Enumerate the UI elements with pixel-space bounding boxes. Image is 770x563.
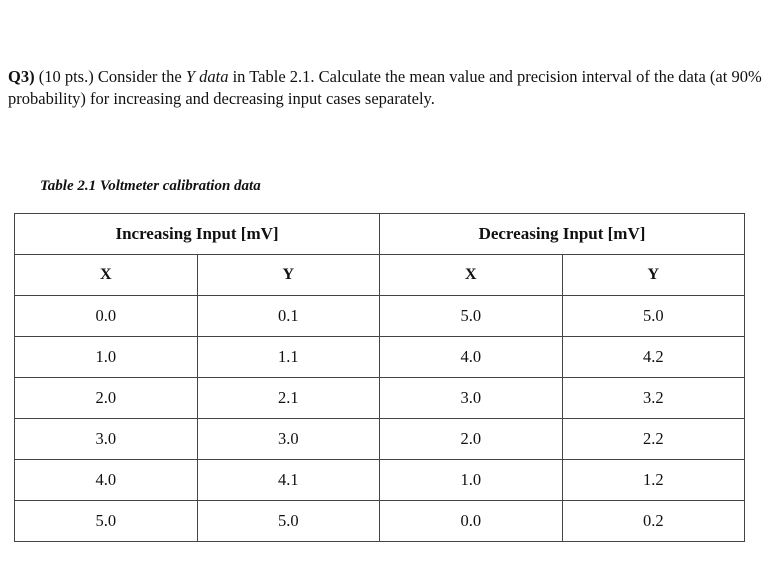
table-cell: 2.2 — [562, 419, 745, 460]
table-row — [15, 419, 745, 460]
column-header-y-decreasing: Y — [562, 255, 745, 296]
question-number: Q3) — [8, 67, 35, 86]
column-header-row — [15, 255, 745, 296]
table-cell: 5.0 — [197, 501, 380, 542]
table-cell: 5.0 — [15, 501, 198, 542]
table-cell: 0.0 — [380, 501, 563, 542]
question-italic-term: Y data — [185, 67, 229, 86]
table-cell: 4.2 — [562, 337, 745, 378]
table-row — [15, 337, 745, 378]
table-cell: 3.2 — [562, 378, 745, 419]
table-cell: 1.2 — [562, 460, 745, 501]
question-text-part2: in Table 2.1. Calculate the mean value and precision interval of the data (at 90% probability) for increasing and decreasing input cases separately. — [8, 67, 762, 108]
table-cell: 1.0 — [380, 460, 563, 501]
table-cell: 2.0 — [15, 378, 198, 419]
table-cell: 4.0 — [380, 337, 563, 378]
table-row — [15, 501, 745, 542]
table-cell: 5.0 — [380, 296, 563, 337]
table-row — [15, 460, 745, 501]
table-row — [15, 296, 745, 337]
table-cell: 4.0 — [15, 460, 198, 501]
table-cell: 1.0 — [15, 337, 198, 378]
table-cell: 4.1 — [197, 460, 380, 501]
table-cell: 3.0 — [380, 378, 563, 419]
group-header-increasing: Increasing Input [mV] — [15, 214, 380, 255]
table-caption: Table 2.1 Voltmeter calibration data — [40, 178, 261, 194]
column-header-x-decreasing: X — [380, 255, 563, 296]
table-cell: 0.1 — [197, 296, 380, 337]
table-cell: 5.0 — [562, 296, 745, 337]
table-cell: 3.0 — [197, 419, 380, 460]
table-cell: 2.1 — [197, 378, 380, 419]
table-cell: 0.2 — [562, 501, 745, 542]
table-row — [15, 378, 745, 419]
question-text-part1: (10 pts.) Consider the — [34, 67, 186, 86]
column-header-x-increasing: X — [15, 255, 198, 296]
calibration-table — [14, 213, 745, 542]
group-header-row — [15, 214, 745, 255]
group-header-decreasing: Decreasing Input [mV] — [380, 214, 745, 255]
question-text — [8, 66, 764, 110]
table-cell: 0.0 — [15, 296, 198, 337]
column-header-y-increasing: Y — [197, 255, 380, 296]
table-cell: 2.0 — [380, 419, 563, 460]
table-cell: 3.0 — [15, 419, 198, 460]
table-cell: 1.1 — [197, 337, 380, 378]
